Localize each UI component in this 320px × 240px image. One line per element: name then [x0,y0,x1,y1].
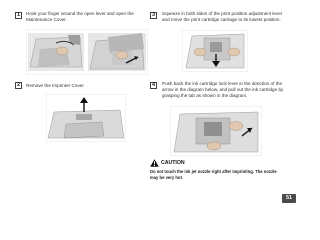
caution-text: Do not touch the ink jet nozzle right after imprinting. The nozzle may be very hot. [150,169,277,180]
step-4-illustration [170,106,262,156]
step-1-text: Hook your finger around the open lever and open the Maintenance Cover. [26,11,134,23]
step-1-number: 1 [16,12,21,18]
step-4-text: Push back the ink cartridge lock lever in the direction of the arrow in the diagram below, and pull out the ink cartridge by grasping the tab as shown in the diagram. [162,81,284,99]
step-4-number: 4 [151,82,156,88]
step-2-text: Remove the Imprinter Cover. [26,83,85,88]
step-3-illustration [182,30,248,72]
step-3-number: 3 [151,12,156,18]
step-1-illustration [26,29,148,75]
page-number-badge: 51 [282,194,296,203]
step-2-illustration [46,94,126,142]
step-2-number: 2 [16,82,21,88]
warning-triangle-icon [150,159,159,167]
caution-title: CAUTION [161,160,185,166]
step-3-text: Squeeze in both sides of the print position adjustment lever and move the print cartridge carriage to its lowest position. [162,11,283,23]
